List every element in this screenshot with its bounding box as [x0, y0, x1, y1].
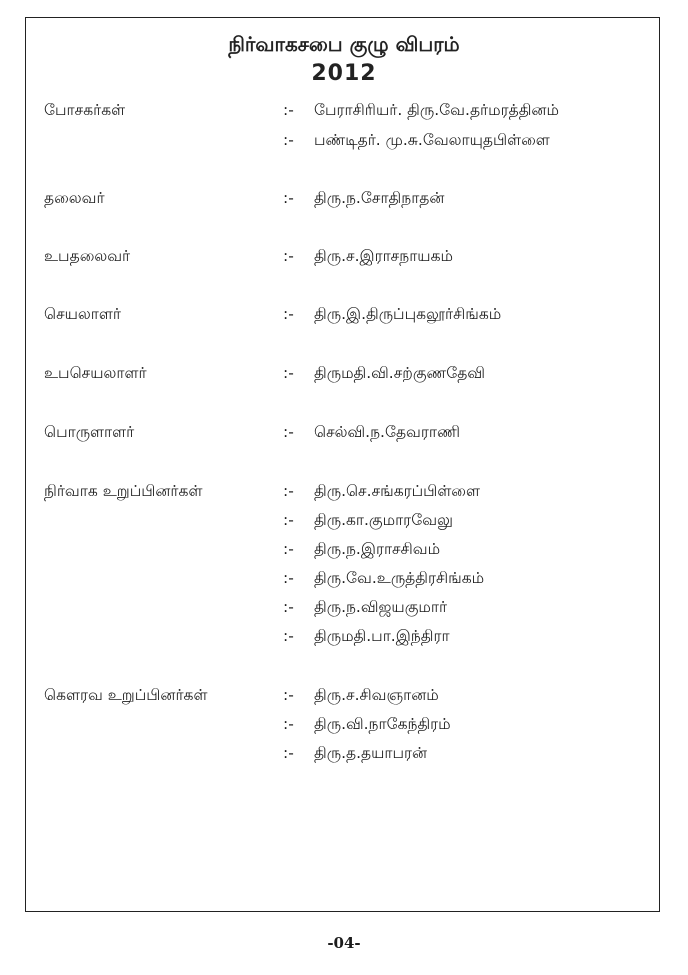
member-row — [0, 741, 688, 765]
separator: :- — [283, 598, 294, 616]
separator: :- — [283, 744, 294, 762]
separator: :- — [283, 627, 294, 645]
member-row — [0, 508, 688, 532]
separator: :- — [283, 482, 294, 500]
member-row — [0, 537, 688, 561]
member-name: திரு.ந.சோதிநாதன் — [314, 189, 445, 207]
member-name: பண்டிதர். மு.சு.வேலாயுதபிள்ளை — [314, 131, 550, 149]
member-name: திரு.செ.சங்கரப்பிள்ளை — [314, 482, 480, 500]
member-row — [0, 595, 688, 619]
separator: :- — [283, 364, 294, 382]
member-name: திரு.ந.இராசசிவம் — [314, 540, 441, 558]
separator: :- — [283, 101, 294, 119]
member-name: திரு.இ.திருப்புகலூர்சிங்கம் — [314, 305, 502, 323]
separator: :- — [283, 189, 294, 207]
member-name: திரு.வி.நாகேந்திரம் — [314, 715, 451, 733]
separator: :- — [283, 540, 294, 558]
member-name: திரு.ந.விஜயகுமார் — [314, 598, 448, 616]
page-title: நிர்வாகசபை குழு விபரம் — [228, 32, 460, 56]
member-row — [0, 186, 688, 210]
member-row — [0, 683, 688, 707]
member-name: திரு.கா.குமாரவேலு — [314, 511, 454, 529]
member-name: திரு.ச.இராசநாயகம் — [314, 247, 453, 265]
role-label: போசகர்கள் — [44, 101, 126, 119]
member-row — [0, 420, 688, 444]
separator: :- — [283, 131, 294, 149]
member-name: செல்வி.ந.தேவராணி — [314, 423, 461, 441]
member-name: திருமதி.வி.சற்குணதேவி — [314, 364, 485, 382]
separator: :- — [283, 247, 294, 265]
role-label: நிர்வாக உறுப்பினர்கள் — [44, 482, 203, 500]
member-row — [0, 128, 688, 152]
member-row — [0, 98, 688, 122]
role-label: தலைவர் — [44, 189, 105, 207]
member-row — [0, 244, 688, 268]
member-row — [0, 624, 688, 648]
member-name: திரு.ச.சிவஞானம் — [314, 686, 439, 704]
role-label: கௌரவ உறுப்பினர்கள் — [44, 686, 208, 704]
role-label: செயலாளர் — [44, 305, 121, 323]
separator: :- — [283, 569, 294, 587]
member-row — [0, 712, 688, 736]
member-name: பேராசிரியர். திரு.வே.தர்மரத்தினம் — [314, 101, 559, 119]
role-label: உபசெயலாளர் — [44, 364, 147, 382]
separator: :- — [283, 715, 294, 733]
page-year: 2012 — [311, 61, 377, 86]
member-name: திரு.வே.உருத்திரசிங்கம் — [314, 569, 485, 587]
role-label: பொருளாளர் — [44, 423, 135, 441]
page-number: -04- — [327, 934, 361, 952]
separator: :- — [283, 511, 294, 529]
member-row — [0, 361, 688, 385]
separator: :- — [283, 423, 294, 441]
member-row — [0, 566, 688, 590]
separator: :- — [283, 686, 294, 704]
member-row — [0, 479, 688, 503]
member-name: திருமதி.பா.இந்திரா — [314, 627, 450, 645]
separator: :- — [283, 305, 294, 323]
member-name: திரு.த.தயாபரன் — [314, 744, 428, 762]
member-row — [0, 302, 688, 326]
role-label: உபதலைவர் — [44, 247, 131, 265]
